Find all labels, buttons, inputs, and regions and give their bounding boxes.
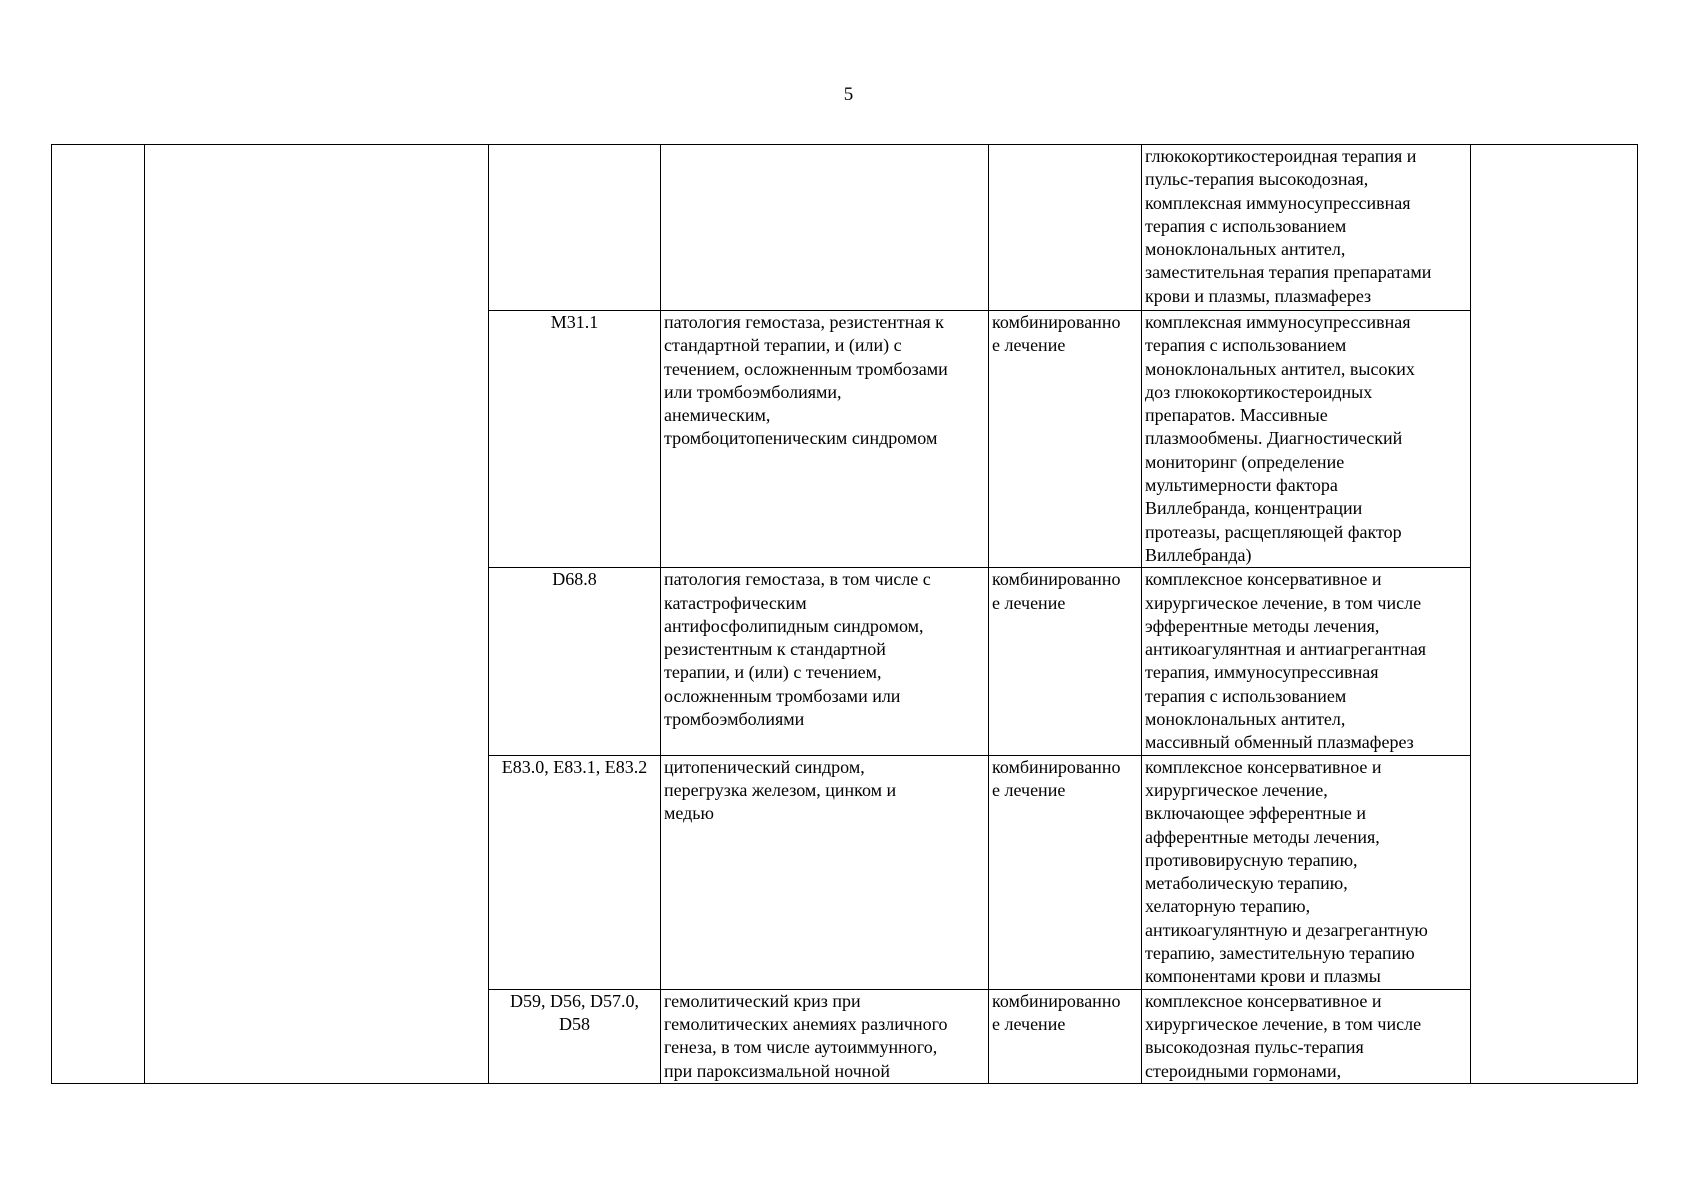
page-number: 5 <box>843 84 854 105</box>
treatment-type-cell <box>989 145 1142 311</box>
diagnosis-code-cell: D59, D56, D57.0, D58 <box>489 989 661 1083</box>
treatment-table <box>51 144 1638 1084</box>
patient-condition-cell: цитопенический синдром, перегрузка железом, цинком и медью <box>661 755 989 989</box>
treatment-method-cell: комплексное консервативное и хирургическое лечение, в том числе высокодозная пульс-терапия стероидными гормонами, <box>1142 989 1471 1083</box>
diagnosis-code-cell <box>489 145 661 311</box>
patient-condition-cell: патология гемостаза, резистентная к стандартной терапии, и (или) с течением, осложненным тромбозами или тромбоэмболиями, анемическим, тромбоцитопеническим синдромом <box>661 311 989 568</box>
treatment-method-cell: комплексное консервативное и хирургическое лечение, в том числе эфферентные методы лечения, антикоагулянтная и антиагрегантная терапия, иммуносупрессивная терапия с использованием моноклональных антител, массивный обменный плазмаферез <box>1142 568 1471 755</box>
diagnosis-code-cell: E83.0, E83.1, E83.2 <box>489 755 661 989</box>
treatment-method-cell: комплексная иммуносупрессивная терапия с использованием моноклональных антител, высоких доз глюкокортикостероидных препаратов. Массивные плазмообмены. Диагностический мониторинг (определение мультимерности фактора Виллебранда, концентрации протеазы, расщепляющей фактор Виллебранда) <box>1142 311 1471 568</box>
row-number-cell <box>52 145 145 1084</box>
treatment-type-cell: комбинированно е лечение <box>989 311 1142 568</box>
treatment-type-cell: комбинированно е лечение <box>989 568 1142 755</box>
cost-cell <box>1471 145 1638 1084</box>
patient-condition-cell: гемолитический криз при гемолитических анемиях различного генеза, в том числе аутоиммунного, при пароксизмальной ночной <box>661 989 989 1083</box>
diagnosis-code-cell: M31.1 <box>489 311 661 568</box>
treatment-type-cell: комбинированно е лечение <box>989 755 1142 989</box>
patient-condition-cell: патология гемостаза, в том числе с катастрофическим антифосфолипидным синдромом, резистентным к стандартной терапии, и (или) с течением, осложненным тромбозами или тромбоэмболиями <box>661 568 989 755</box>
treatment-method-cell: комплексное консервативное и хирургическое лечение, включающее эфферентные и афферентные методы лечения, противовирусную терапию, метаболическую терапию, хелаторную терапию, антикоагулянтную и дезагрегантную терапию, заместительную терапию компонентами крови и плазмы <box>1142 755 1471 989</box>
table-row <box>52 145 1638 311</box>
treatment-type-cell: комбинированно е лечение <box>989 989 1142 1083</box>
treatment-method-cell: глюкокортикостероидная терапия и пульс-терапия высокодозная, комплексная иммуносупрессивная терапия с использованием моноклональных антител, заместительная терапия препаратами крови и плазмы, плазмаферез <box>1142 145 1471 311</box>
profile-name-cell <box>145 145 489 1084</box>
diagnosis-code-cell: D68.8 <box>489 568 661 755</box>
patient-condition-cell <box>661 145 989 311</box>
